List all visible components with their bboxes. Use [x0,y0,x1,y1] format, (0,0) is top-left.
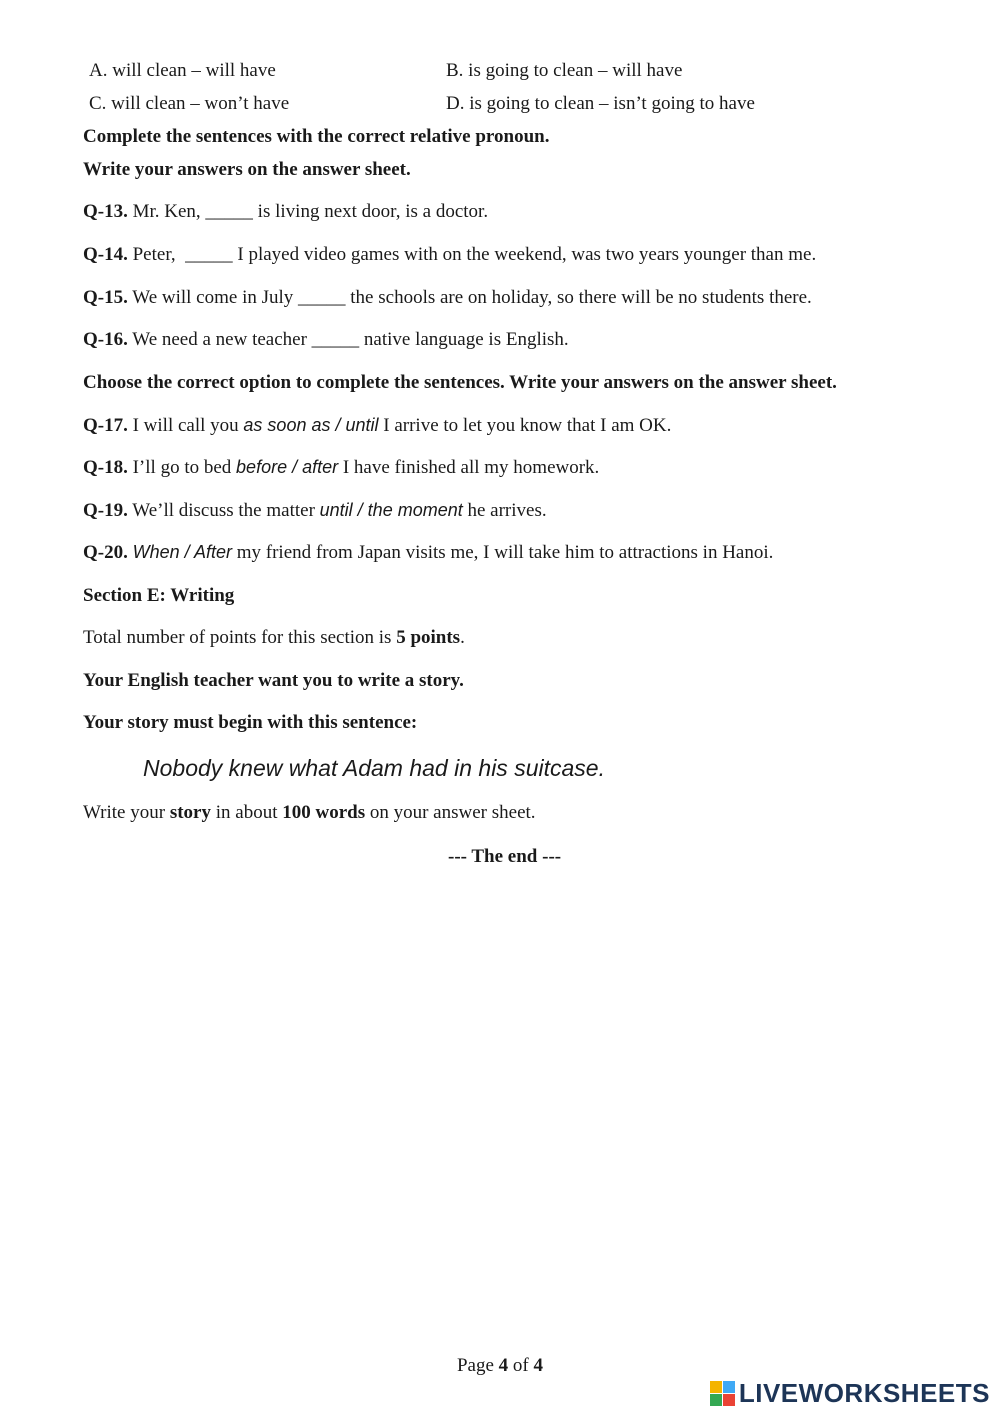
question-number: Q-19. [83,500,128,521]
question-19 [83,498,547,523]
question-text: Mr. Ken, _____ is living next door, is a doctor. [132,201,489,222]
question-text: Peter, _____ I played video games with on the weekend, was two years younger than me. [132,244,817,265]
points-post: . [460,627,465,648]
question-number: Q-20. [83,542,128,563]
brand-name: LIVEWORKSHEETS [738,1378,990,1408]
instr-post: on your answer sheet. [369,802,536,823]
question-20 [83,540,773,565]
question-16 [83,328,569,352]
question-14 [83,243,816,267]
question-18 [83,455,599,480]
question-number: Q-14. [83,244,128,265]
question-post: I arrive to let you know that I am OK. [383,415,672,436]
section-heading: Section E: Writing [83,585,235,606]
points-line [83,626,465,650]
question-choice: as soon as / until [243,415,379,435]
the-end: --- The end --- [448,846,562,867]
option-a: A. will clean – will have [89,60,276,81]
liveworksheets-brand[interactable] [710,1378,990,1409]
points-pre: Total number of points for this section is [83,627,392,648]
question-number: Q-15. [83,287,128,308]
question-13 [83,200,488,224]
instr-pre: Write your [83,802,166,823]
question-number: Q-16. [83,329,128,350]
question-17 [83,413,671,438]
writing-begin: Your story must begin with this sentence: [83,712,418,733]
writing-instruction [83,801,536,825]
question-post: my friend from Japan visits me, I will take him to attractions in Hanoi. [236,542,774,563]
page-current: 4 [498,1355,509,1376]
liveworksheets-logo-icon [710,1381,735,1406]
question-pre: We’ll discuss the matter [132,500,315,521]
story-sentence: Nobody knew what Adam had in his suitcase. [143,755,605,781]
page-total: 4 [533,1355,543,1376]
page-of: of [512,1355,529,1376]
question-pre: I will call you [132,415,239,436]
question-text: We need a new teacher _____ native language is English. [132,329,569,350]
question-post: he arrives. [467,500,547,521]
question-pre: I’ll go to bed [132,457,232,478]
points-value: 5 points [396,627,461,648]
option-d: D. is going to clean – isn’t going to have [446,93,755,114]
instr-mid: in about [215,802,278,823]
question-number: Q-13. [83,201,128,222]
question-number: Q-18. [83,457,128,478]
writing-task: Your English teacher want you to write a story. [83,670,464,691]
question-15 [83,286,812,310]
question-choice: before / after [236,457,339,477]
instruction-options: Choose the correct option to complete the sentences. Write your answers on the answer sheet. [83,372,837,393]
instr-words: 100 words [282,802,366,823]
option-c: C. will clean – won’t have [89,93,290,114]
page-number [0,1355,1000,1377]
instruction-relative: Complete the sentences with the correct relative pronoun. [83,126,550,147]
instruction-answer-sheet: Write your answers on the answer sheet. [83,159,411,180]
question-text: We will come in July _____ the schools are on holiday, so there will be no students there. [132,287,812,308]
instr-story: story [169,802,211,823]
question-choice: until / the moment [319,500,463,520]
option-b: B. is going to clean – will have [446,60,683,81]
question-post: I have finished all my homework. [342,457,600,478]
question-choice: When / After [132,542,232,562]
question-number: Q-17. [83,415,128,436]
page-label: Page [456,1355,494,1376]
